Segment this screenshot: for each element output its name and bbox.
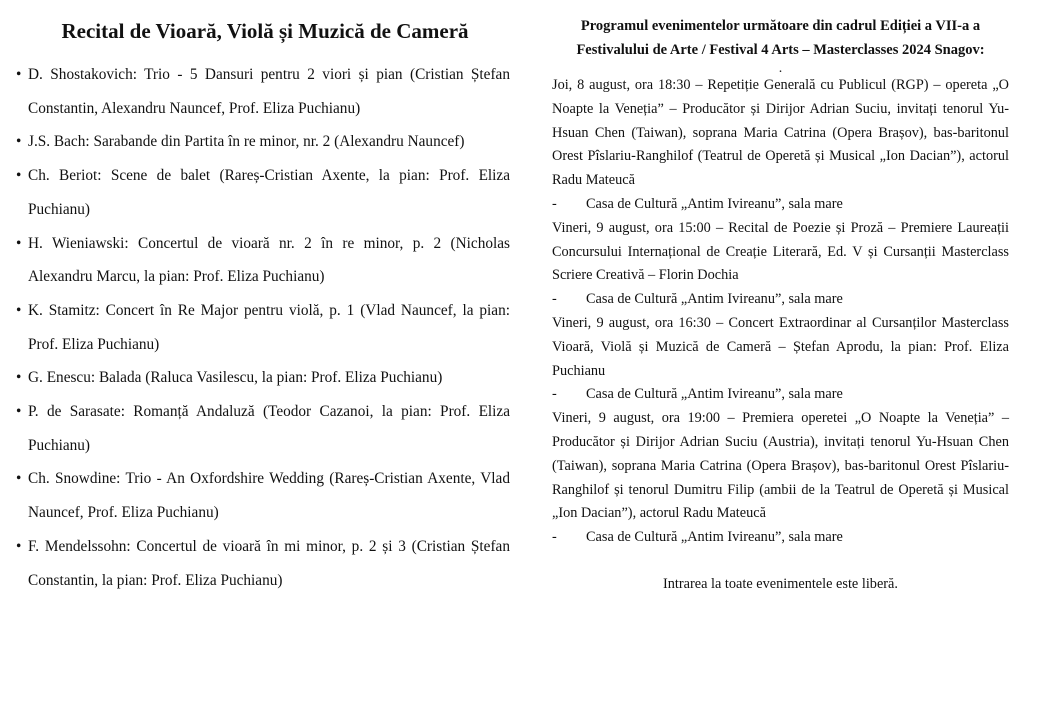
program-item: • P. de Sarasate: Romanță Andaluză (Teodor Cazanoi, la pian: Prof. Eliza Puchianu) xyxy=(16,395,510,462)
program-item: • K. Stamitz: Concert în Re Major pentru violă, p. 1 (Vlad Nauncef, la pian: Prof. Eliza Puchianu) xyxy=(16,294,510,361)
events-title: Programul evenimentelor următoare din cadrul Ediției a VII-a a Festivalului de Arte / Festival 4 Arts – Masterclasses 2024 Snagov: xyxy=(576,18,985,58)
events-column xyxy=(552,14,1009,596)
program-item: • J.S. Bach: Sarabande din Partita în re minor, nr. 2 (Alexandru Nauncef) xyxy=(16,125,510,159)
event-description: Joi, 8 august, ora 18:30 – Repetiție Generală cu Publicul (RGP) – opereta „O Noapte la Veneția” – Producător și Dirijor Adrian Suciu, invitați tenorul Yu-Hsuan Chen (Taiwan), soprana Maria Catrina (Opera Brașov), bas-baritonul Orest Pîslariu-Ranghilof (Teatrul de Operetă și Musical „Ion Dacian”), actorul Radu Mateucă xyxy=(552,77,1009,189)
program-item: • H. Wieniawski: Concertul de vioară nr. 2 în re minor, p. 2 (Nicholas Alexandru Marcu, la pian: Prof. Eliza Puchianu) xyxy=(16,227,510,294)
location-text: Casa de Cultură „Antim Ivireanu”, sala mare xyxy=(586,291,843,308)
program-item: • Ch. Beriot: Scene de balet (Rareș-Cristian Axente, la pian: Prof. Eliza Puchianu) xyxy=(16,159,510,226)
recital-column xyxy=(16,14,510,597)
events-list xyxy=(552,74,1009,550)
program-item: • D. Shostakovich: Trio - 5 Dansuri pentru 2 viori și pian (Cristian Ștefan Constantin, Alexandru Nauncef, Prof. Eliza Puchianu) xyxy=(16,58,510,125)
free-entry-note: Intrarea la toate evenimentele este liberă. xyxy=(663,575,898,592)
location-text: Casa de Cultură „Antim Ivireanu”, sala mare xyxy=(586,529,843,546)
program-item: • Ch. Snowdine: Trio - An Oxfordshire Wedding (Rareș-Cristian Axente, Vlad Nauncef, Prof. Eliza Puchianu) xyxy=(16,462,510,529)
location-dash: - xyxy=(552,529,557,546)
event-description: Vineri, 9 august, ora 19:00 – Premiera operetei „O Noapte la Veneția” – Producător și Dirijor Adrian Suciu (Austria), invitați tenorul Yu-Hsuan Chen (Taiwan), soprana Maria Catrina (Opera Brașov), bas-baritonul Orest Pîslariu-Ranghilof și tenorul Dumitru Filip (ambii de la Teatrul de Operetă și Musical „Ion Dacian”), actorul Radu Mateucă xyxy=(552,410,1009,522)
event-location xyxy=(552,526,1009,550)
event-location xyxy=(552,383,1009,407)
event-location xyxy=(552,193,1009,217)
event-description: Vineri, 9 august, ora 15:00 – Recital de Poezie și Proză – Premiere Laureații Concursului Internațional de Creație Literară, Ed. V și Cursanții Masterclass Scriere Creativă – Florin Dochia xyxy=(552,219,1009,284)
separator-dot: . xyxy=(778,61,783,76)
location-dash: - xyxy=(552,291,557,308)
recital-program-list xyxy=(16,58,510,597)
program-item: • F. Mendelssohn: Concertul de vioară în mi minor, p. 2 și 3 (Cristian Ștefan Constantin, la pian: Prof. Eliza Puchianu) xyxy=(16,530,510,597)
location-dash: - xyxy=(552,386,557,403)
event-location xyxy=(552,288,1009,312)
recital-title: Recital de Vioară, Violă și Muzică de Cameră xyxy=(61,19,469,43)
location-text: Casa de Cultură „Antim Ivireanu”, sala mare xyxy=(586,195,843,212)
location-text: Casa de Cultură „Antim Ivireanu”, sala mare xyxy=(586,386,843,403)
event-description: Vineri, 9 august, ora 16:30 – Concert Extraordinar al Cursanților Masterclass Vioară, Violă și Muzică de Cameră – Ștefan Aprodu, la pian: Prof. Eliza Puchianu xyxy=(552,314,1009,379)
location-dash: - xyxy=(552,195,557,212)
program-item: • G. Enescu: Balada (Raluca Vasilescu, la pian: Prof. Eliza Puchianu) xyxy=(16,361,510,395)
